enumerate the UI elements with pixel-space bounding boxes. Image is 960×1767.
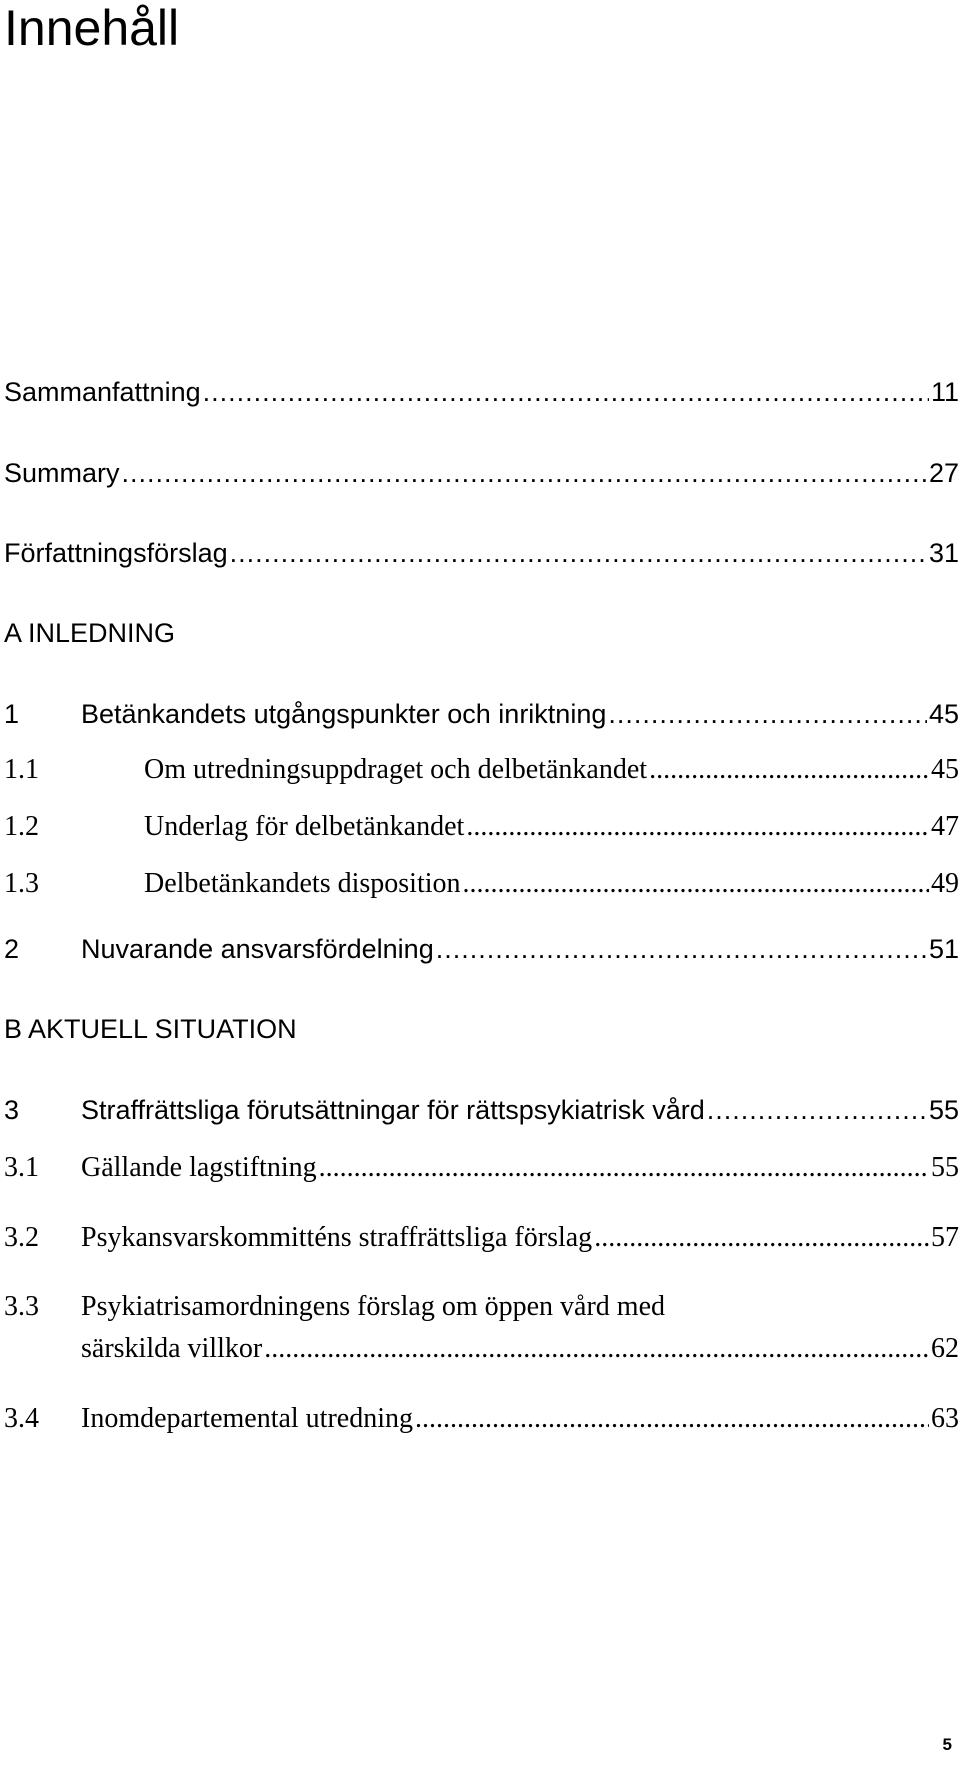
toc-entry-number: 1.3: [4, 868, 39, 899]
dot-leader: [649, 754, 929, 786]
dot-leader: [594, 1222, 929, 1254]
toc-entry-page: 55: [931, 1152, 959, 1183]
toc-entry-title: Sammanfattning: [4, 377, 201, 407]
toc-entry-page: 45: [931, 754, 959, 785]
toc-section-1-1[interactable]: [4, 754, 959, 786]
toc-entry-title-line2: särskilda villkor: [81, 1333, 263, 1364]
toc-section-3-3-continuation[interactable]: [81, 1333, 959, 1365]
page-number: 5: [942, 1735, 952, 1754]
toc-entry-number: 3: [4, 1095, 20, 1125]
toc-entry-page: 51: [928, 934, 959, 964]
toc-entry-page: 57: [931, 1222, 959, 1253]
toc-section-1-2[interactable]: [4, 811, 959, 843]
toc-entry-page: 62: [931, 1333, 959, 1364]
toc-section-3-1[interactable]: [4, 1152, 959, 1184]
dot-leader: [608, 699, 927, 730]
toc-entry-title-line1: Psykiatrisamordningens förslag om öppen vård med: [81, 1291, 666, 1322]
toc-entry-number: 1.2: [4, 811, 39, 842]
toc-chapter-2[interactable]: [4, 934, 959, 965]
dot-leader: [415, 1403, 929, 1435]
toc-entry-title: Inomdepartemental utredning: [81, 1403, 413, 1434]
dot-leader: [203, 377, 929, 408]
dot-leader: [264, 1333, 929, 1365]
toc-entry-title: Psykansvarskommitténs straffrättsliga förslag: [81, 1222, 593, 1253]
toc-entry-page: 31: [928, 538, 959, 568]
toc-section-3-2[interactable]: [4, 1222, 959, 1254]
toc-entry-title: Om utredningsuppdraget och delbetänkandet: [144, 754, 648, 785]
table-of-contents: [4, 0, 960, 1767]
toc-entry-title: Underlag för delbetänkandet: [144, 811, 465, 842]
dot-leader: [436, 934, 927, 965]
toc-entry-number: 2: [4, 934, 20, 964]
toc-entry-title: Summary: [4, 458, 120, 488]
toc-entry-number: 3.3: [4, 1291, 39, 1322]
toc-entry-summary[interactable]: [4, 458, 959, 489]
dot-leader: [707, 1095, 927, 1126]
toc-chapter-3[interactable]: [4, 1095, 959, 1126]
toc-entry-page: 11: [930, 377, 959, 407]
toc-entry-page: 45: [928, 699, 959, 729]
toc-entry-number: 1.1: [4, 754, 39, 785]
dot-leader: [319, 1152, 929, 1184]
toc-entry-title: Nuvarande ansvarsfördelning: [81, 934, 434, 964]
dot-leader: [463, 868, 929, 900]
dot-leader: [122, 458, 927, 489]
part-heading-b: B AKTUELL SITUATION: [4, 1014, 297, 1044]
toc-entry-page: 63: [931, 1403, 959, 1434]
toc-chapter-1[interactable]: [4, 699, 959, 730]
page-title: Innehåll: [4, 0, 180, 56]
toc-entry-number: 1: [4, 699, 20, 729]
toc-entry-forfattningsforslag[interactable]: [4, 538, 959, 569]
toc-section-1-3[interactable]: [4, 868, 959, 900]
toc-entry-sammanfattning[interactable]: [4, 377, 959, 408]
toc-section-3-3[interactable]: [4, 1291, 665, 1323]
toc-section-3-4[interactable]: [4, 1403, 959, 1435]
part-heading-a: A INLEDNING: [4, 618, 176, 648]
toc-entry-number: 3.2: [4, 1222, 39, 1253]
toc-entry-page: 49: [931, 868, 959, 899]
toc-entry-title: Författningsförslag: [4, 538, 228, 568]
dot-leader: [230, 538, 927, 569]
toc-entry-title: Straffrättsliga förutsättningar för rättspsykiatrisk vård: [81, 1095, 705, 1125]
toc-entry-number: 3.4: [4, 1403, 39, 1434]
dot-leader: [466, 811, 929, 843]
toc-entry-page: 55: [928, 1095, 959, 1125]
toc-entry-title: Delbetänkandets disposition: [144, 868, 461, 899]
toc-entry-title: Betänkandets utgångspunkter och inriktning: [81, 699, 607, 729]
toc-entry-page: 27: [928, 458, 959, 488]
toc-entry-number: 3.1: [4, 1152, 39, 1183]
toc-entry-page: 47: [931, 811, 959, 842]
toc-entry-title: Gällande lagstiftning: [81, 1152, 317, 1183]
